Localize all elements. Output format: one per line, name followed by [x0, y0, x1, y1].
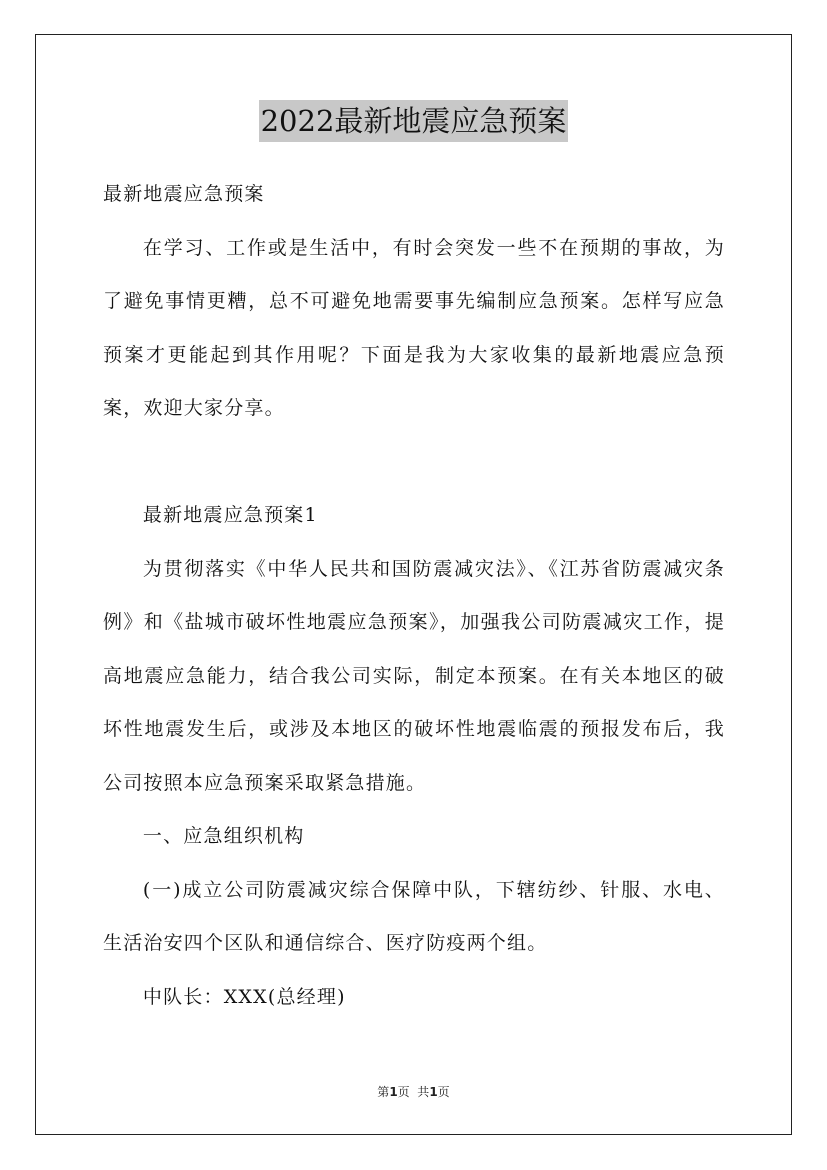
page-footer [0, 1083, 827, 1100]
footer-middle: 页 共 [397, 1085, 430, 1099]
paragraph-organization: (一)成立公司防震减灾综合保障中队，下辖纺纱、针服、水电、生活治安四个区队和通信综合、医疗防疫两个组。 [103, 878, 725, 954]
title-container [0, 100, 827, 142]
document-title: 2022最新地震应急预案 [259, 100, 569, 142]
footer-page-number: 1 [389, 1085, 398, 1099]
document-body [103, 168, 725, 1024]
section-heading: 最新地震应急预案1 [142, 504, 318, 526]
footer-prefix: 第 [377, 1085, 390, 1099]
paragraph-intro: 在学习、工作或是生活中，有时会突发一些不在预期的事故，为了避免事情更糟，总不可避免地需要事先编制应急预案。怎样写应急预案才更能起到其作用呢？下面是我为大家收集的最新地震应急预案，欢迎大家分享。 [103, 236, 725, 419]
paragraph-subtitle: 最新地震应急预案 [103, 183, 265, 205]
footer-total-pages: 1 [429, 1085, 438, 1099]
paragraph-purpose: 为贯彻落实《中华人民共和国防震减灾法》、《江苏省防震减灾条例》和《盐城市破坏性地震应急预案》，加强我公司防震减灾工作，提高地震应急能力，结合我公司实际，制定本预案。在有关本地区的破坏性地震发生后，或涉及本地区的破坏性地震临震的预报发布后，我公司按照本应急预案采取紧急措施。 [103, 557, 725, 794]
paragraph-spacer [103, 436, 725, 490]
subsection-heading: 一、应急组织机构 [142, 825, 305, 847]
paragraph-leader: 中队长：XXX(总经理) [142, 985, 346, 1008]
footer-suffix: 页 [437, 1085, 450, 1099]
